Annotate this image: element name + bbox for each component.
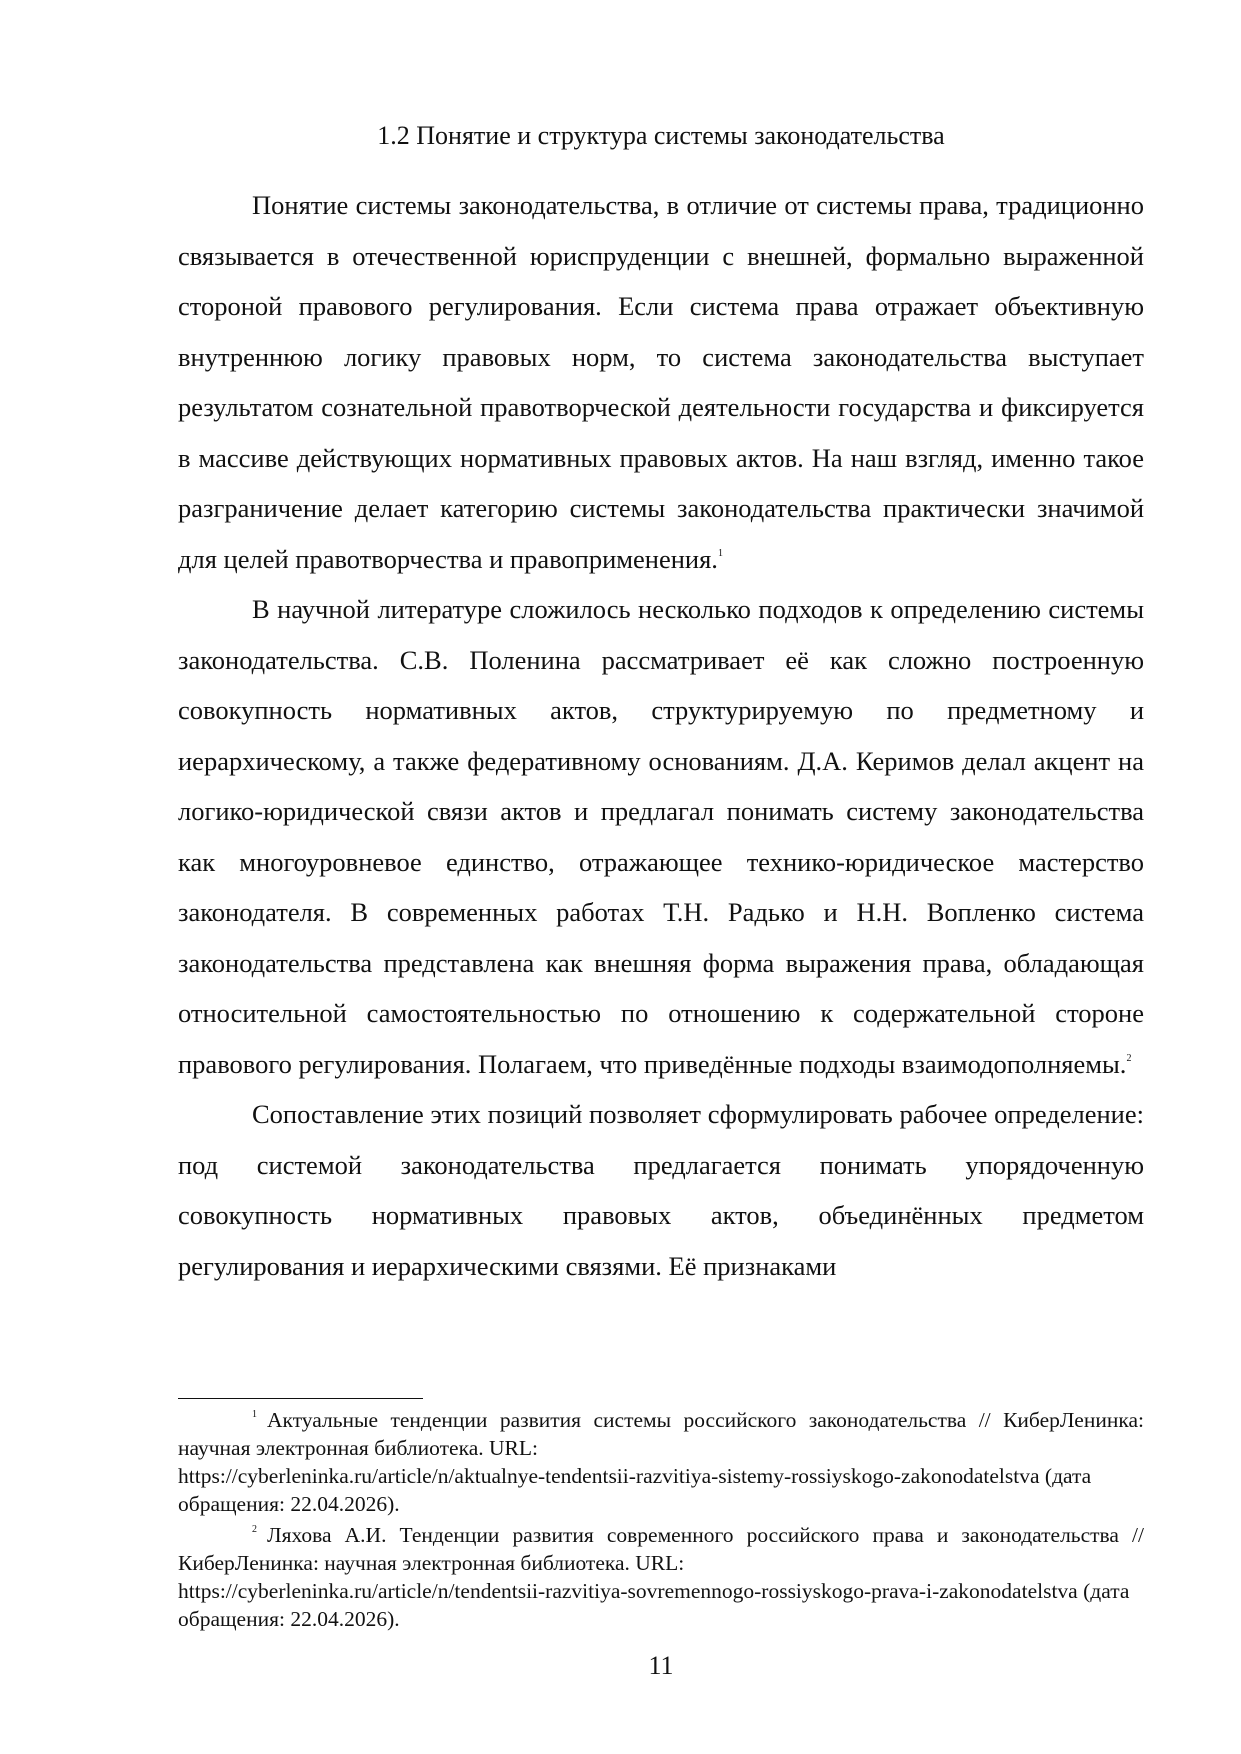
footnote-ref-1[interactable]: 1: [717, 547, 723, 559]
footnote-1-access-date: (дата обращения: 22.04.2026).: [178, 1464, 1092, 1516]
footnote-2-number: 2: [252, 1524, 257, 1535]
footnote-2-access-date: (дата обращения: 22.04.2026).: [178, 1579, 1130, 1631]
footnote-1-source: [178, 1462, 1144, 1518]
footnote-2-text: Ляхова А.И. Тенденции развития современного российского права и законодательства // КиберЛенинка: научная электронная библиотека. URL:: [178, 1523, 1144, 1575]
body-text: [178, 180, 1144, 1291]
footnote-1: [178, 1406, 1144, 1462]
footnote-1-url[interactable]: https://cyberleninka.ru/article/n/aktualnye-tendentsii-razvitiya-sistemy-rossiyskogo-zakonodatelstva: [178, 1464, 1040, 1488]
paragraph-3: [178, 1089, 1144, 1291]
footnote-2-source: [178, 1577, 1144, 1633]
footnote-2: [178, 1521, 1144, 1577]
footnote-separator: [178, 1398, 423, 1399]
footnote-1-number: 1: [252, 1409, 257, 1420]
paragraph-1: [178, 180, 1144, 584]
paragraph-2: [178, 584, 1144, 1089]
section-title: 1.2 Понятие и структура системы законодательства: [377, 121, 945, 150]
paragraph-2-text: В научной литературе сложилось несколько подходов к определению системы законодательства. С.В. Поленина рассматривает её как сложно построенную совокупность нормативных актов, структурируемую по предметному и иерархическому, а также федеративному основаниям. Д.А. Керимов делал акцент на логико-юридической связи актов и предлагал понимать систему законодательства как многоуровневое единство, отражающее технико-юридическое мастерство законодателя. В современных работах Т.Н. Радько и Н.Н. Вопленко система законодательства представлена как внешняя форма выражения права, обладающая относительной самостоятельностью по отношению к содержательной стороне правового регулирования. Полагаем, что приведённые подходы взаимодополняемы.: [178, 594, 1144, 1079]
footnote-1-text: Актуальные тенденции развития системы российского законодательства // КиберЛенинка: научная электронная библиотека. URL:: [178, 1408, 1144, 1460]
paragraph-3-text: Сопоставление этих позиций позволяет сформулировать рабочее определение: под системой законодательства предлагается понимать упорядоченную совокупность нормативных правовых актов, объединённых предметом регулирования и иерархическими связями. Её признаками: [178, 1099, 1144, 1281]
paragraph-1-text: Понятие системы законодательства, в отличие от системы права, традиционно связывается в отечественной юриспруденции с внешней, формально выраженной стороной правового регулирования. Если система права отражает объективную внутреннюю логику правовых норм, то система законодательства выступает результатом сознательной правотворческой деятельности государства и фиксируется в массиве действующих нормативных правовых актов. На наш взгляд, именно такое разграничение делает категорию системы законодательства практически значимой для целей правотворчества и правоприменения.: [178, 190, 1144, 574]
footnotes: [178, 1406, 1144, 1633]
page-number: 11: [648, 1651, 674, 1680]
footnote-2-url[interactable]: https://cyberleninka.ru/article/n/tendentsii-razvitiya-sovremennogo-rossiyskogo-prava-i-zakonodatelstva: [178, 1579, 1078, 1603]
footnote-ref-2[interactable]: 2: [1126, 1052, 1132, 1064]
